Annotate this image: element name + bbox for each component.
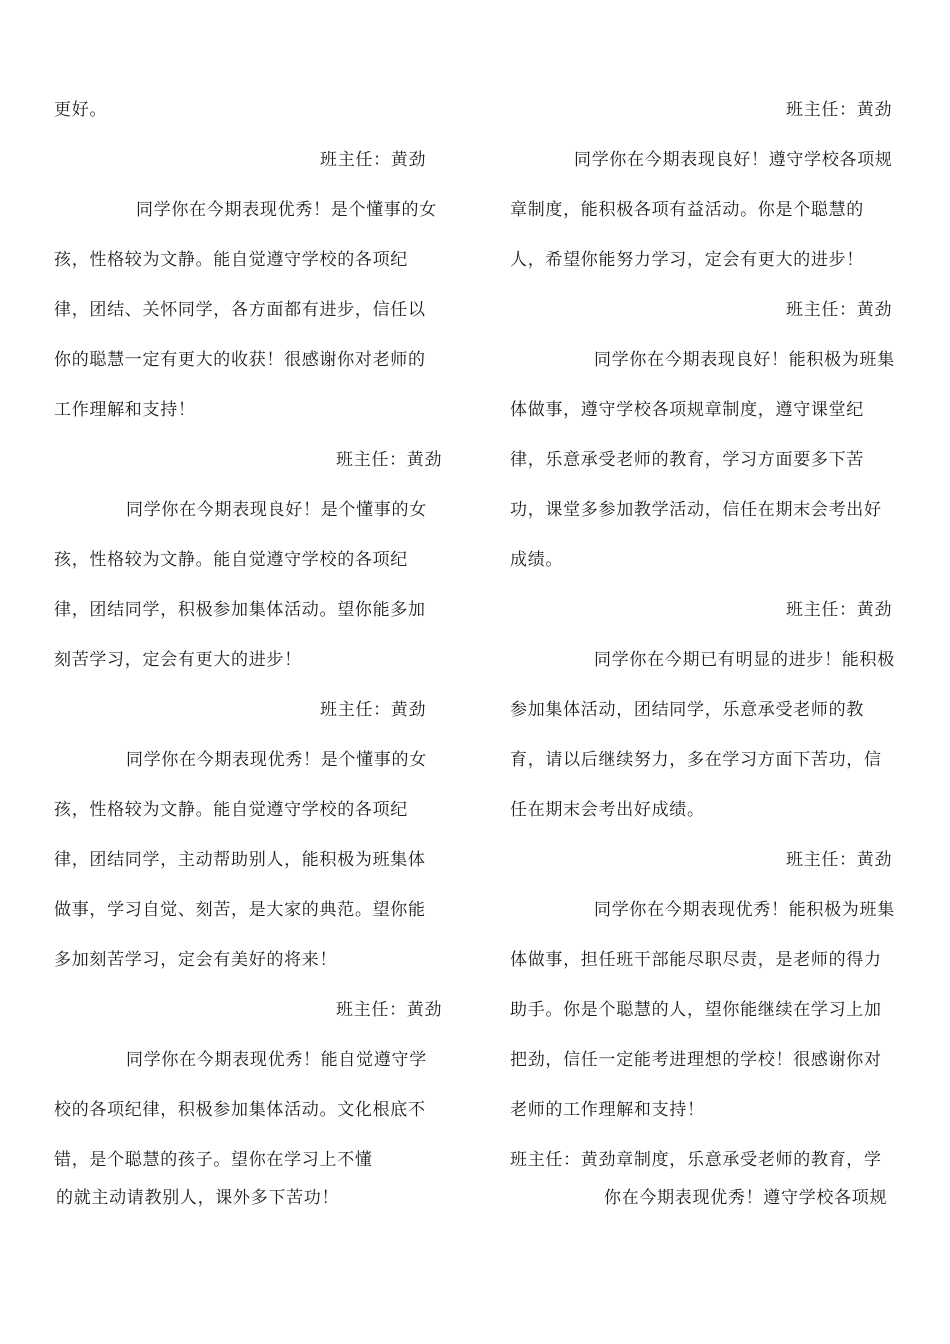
text-line: 错，是个聪慧的孩子。望你在学习上不懂 [54, 1150, 373, 1170]
signature-line: 班主任：黄劲 [786, 600, 893, 620]
text-line: 老师的工作理解和支持！ [510, 1100, 705, 1120]
text-line: 助手。你是个聪慧的人，望你能继续在学习上加 [510, 1000, 882, 1020]
text-line: 班主任：黄劲章制度，乐意承受老师的教育，学 [510, 1150, 882, 1170]
signature-line: 班主任：黄劲 [320, 150, 427, 170]
text-line: 成绩。 [510, 550, 564, 570]
text-line: 同学你在今期表现优秀！是个懂事的女 [126, 750, 427, 770]
text-line: 把劲，信任一定能考进理想的学校！很感谢你对 [510, 1050, 882, 1070]
text-line: 律，团结同学，积极参加集体活动。望你能多加 [54, 600, 426, 620]
text-line: 更好。 [54, 100, 108, 120]
text-line: 同学你在今期已有明显的进步！能积极 [594, 650, 895, 670]
text-line: 同学你在今期表现优秀！是个懂事的女 [136, 200, 437, 220]
text-line: 的就主动请教别人，课外多下苦功！ [56, 1188, 340, 1208]
text-line: 律，团结、关怀同学，各方面都有进步，信任以 [54, 300, 426, 320]
text-line: 孩，性格较为文静。能自觉遵守学校的各项纪 [54, 550, 408, 570]
text-line: 律，团结同学，主动帮助别人，能积极为班集体 [54, 850, 426, 870]
text-line: 你的聪慧一定有更大的收获！很感谢你对老师的 [54, 350, 426, 370]
text-line: 功，课堂多参加教学活动，信任在期末会考出好 [510, 500, 882, 520]
text-line: 人，希望你能努力学习，定会有更大的进步！ [510, 250, 864, 270]
text-line: 孩，性格较为文静。能自觉遵守学校的各项纪 [54, 250, 408, 270]
signature-line: 班主任：黄劲 [786, 300, 893, 320]
text-line: 体做事，遵守学校各项规章制度，遵守课堂纪 [510, 400, 864, 420]
text-line: 同学你在今期表现良好！遵守学校各项规 [574, 150, 893, 170]
signature-line: 班主任：黄劲 [786, 850, 893, 870]
text-line: 你在今期表现优秀！遵守学校各项规 [604, 1188, 888, 1208]
text-line: 任在期末会考出好成绩。 [510, 800, 705, 820]
text-line: 同学你在今期表现良好！是个懂事的女 [126, 500, 427, 520]
text-line: 刻苦学习，定会有更大的进步！ [54, 650, 302, 670]
text-line: 工作理解和支持！ [54, 400, 196, 420]
signature-line: 班主任：黄劲 [786, 100, 893, 120]
text-line: 律，乐意承受老师的教育，学习方面要多下苦 [510, 450, 864, 470]
text-line: 多加刻苦学习，定会有美好的将来！ [54, 950, 338, 970]
text-line: 同学你在今期表现良好！能积极为班集 [594, 350, 895, 370]
signature-line: 班主任：黄劲 [336, 1000, 443, 1020]
text-line: 同学你在今期表现优秀！能积极为班集 [594, 900, 895, 920]
text-line: 同学你在今期表现优秀！能自觉遵守学 [126, 1050, 427, 1070]
text-line: 体做事，担任班干部能尽职尽责，是老师的得力 [510, 950, 882, 970]
text-line: 育，请以后继续努力，多在学习方面下苦功，信 [510, 750, 882, 770]
text-line: 参加集体活动，团结同学，乐意承受老师的教 [510, 700, 864, 720]
signature-line: 班主任：黄劲 [320, 700, 427, 720]
signature-line: 班主任：黄劲 [336, 450, 443, 470]
text-line: 章制度，能积极各项有益活动。你是个聪慧的 [510, 200, 864, 220]
text-line: 做事，学习自觉、刻苦，是大家的典范。望你能 [54, 900, 426, 920]
text-line: 校的各项纪律，积极参加集体活动。文化根底不 [54, 1100, 426, 1120]
text-line: 孩，性格较为文静。能自觉遵守学校的各项纪 [54, 800, 408, 820]
